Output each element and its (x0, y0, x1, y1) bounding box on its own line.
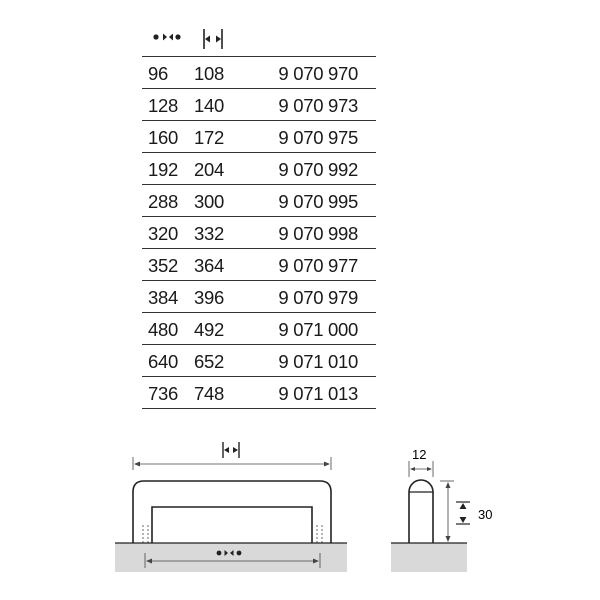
length-cell: 204 (194, 159, 224, 180)
article-number-cell: 9 070 998 (278, 223, 358, 244)
length-cell: 748 (194, 383, 224, 404)
article-number-cell: 9 070 975 (278, 127, 358, 148)
hole-spacing-cell: 96 (148, 63, 168, 84)
length-cell: 172 (194, 127, 224, 148)
hole-spacing-cell: 128 (148, 95, 178, 116)
length-cell: 300 (194, 191, 224, 212)
length-cell: 652 (194, 351, 224, 372)
handle-side-view (391, 461, 470, 572)
overall-length-icon (223, 442, 239, 458)
article-number-cell: 9 071 013 (278, 383, 358, 404)
length-cell: 396 (194, 287, 224, 308)
handle-front-view (133, 481, 331, 543)
article-number-cell: 9 071 000 (278, 319, 358, 340)
height-label: 30 (478, 507, 493, 522)
article-number-cell: 9 070 970 (278, 63, 358, 84)
hole-spacing-cell: 192 (148, 159, 178, 180)
article-number-cell: 9 070 973 (278, 95, 358, 116)
hole-spacing-cell: 640 (148, 351, 178, 372)
hole-spacing-cell: 320 (148, 223, 178, 244)
hole-spacing-cell: 288 (148, 191, 178, 212)
length-cell: 364 (194, 255, 224, 276)
hole-spacing-cell: 384 (148, 287, 178, 308)
diameter-label: 12 (412, 447, 427, 462)
article-number-cell: 9 070 979 (278, 287, 358, 308)
length-cell: 108 (194, 63, 224, 84)
length-cell: 140 (194, 95, 224, 116)
mounting-surface (115, 543, 347, 572)
hole-spacing-cell: 352 (148, 255, 178, 276)
hole-spacing-cell: 480 (148, 319, 178, 340)
hole-spacing-cell: 160 (148, 127, 178, 148)
length-cell: 332 (194, 223, 224, 244)
article-number-cell: 9 071 010 (278, 351, 358, 372)
hole-spacing-cell: 736 (148, 383, 178, 404)
article-number-cell: 9 070 977 (278, 255, 358, 276)
length-dimension (133, 442, 331, 470)
side-mounting-surface (391, 543, 467, 572)
article-number-cell: 9 070 995 (278, 191, 358, 212)
article-number-cell: 9 070 992 (278, 159, 358, 180)
length-cell: 492 (194, 319, 224, 340)
